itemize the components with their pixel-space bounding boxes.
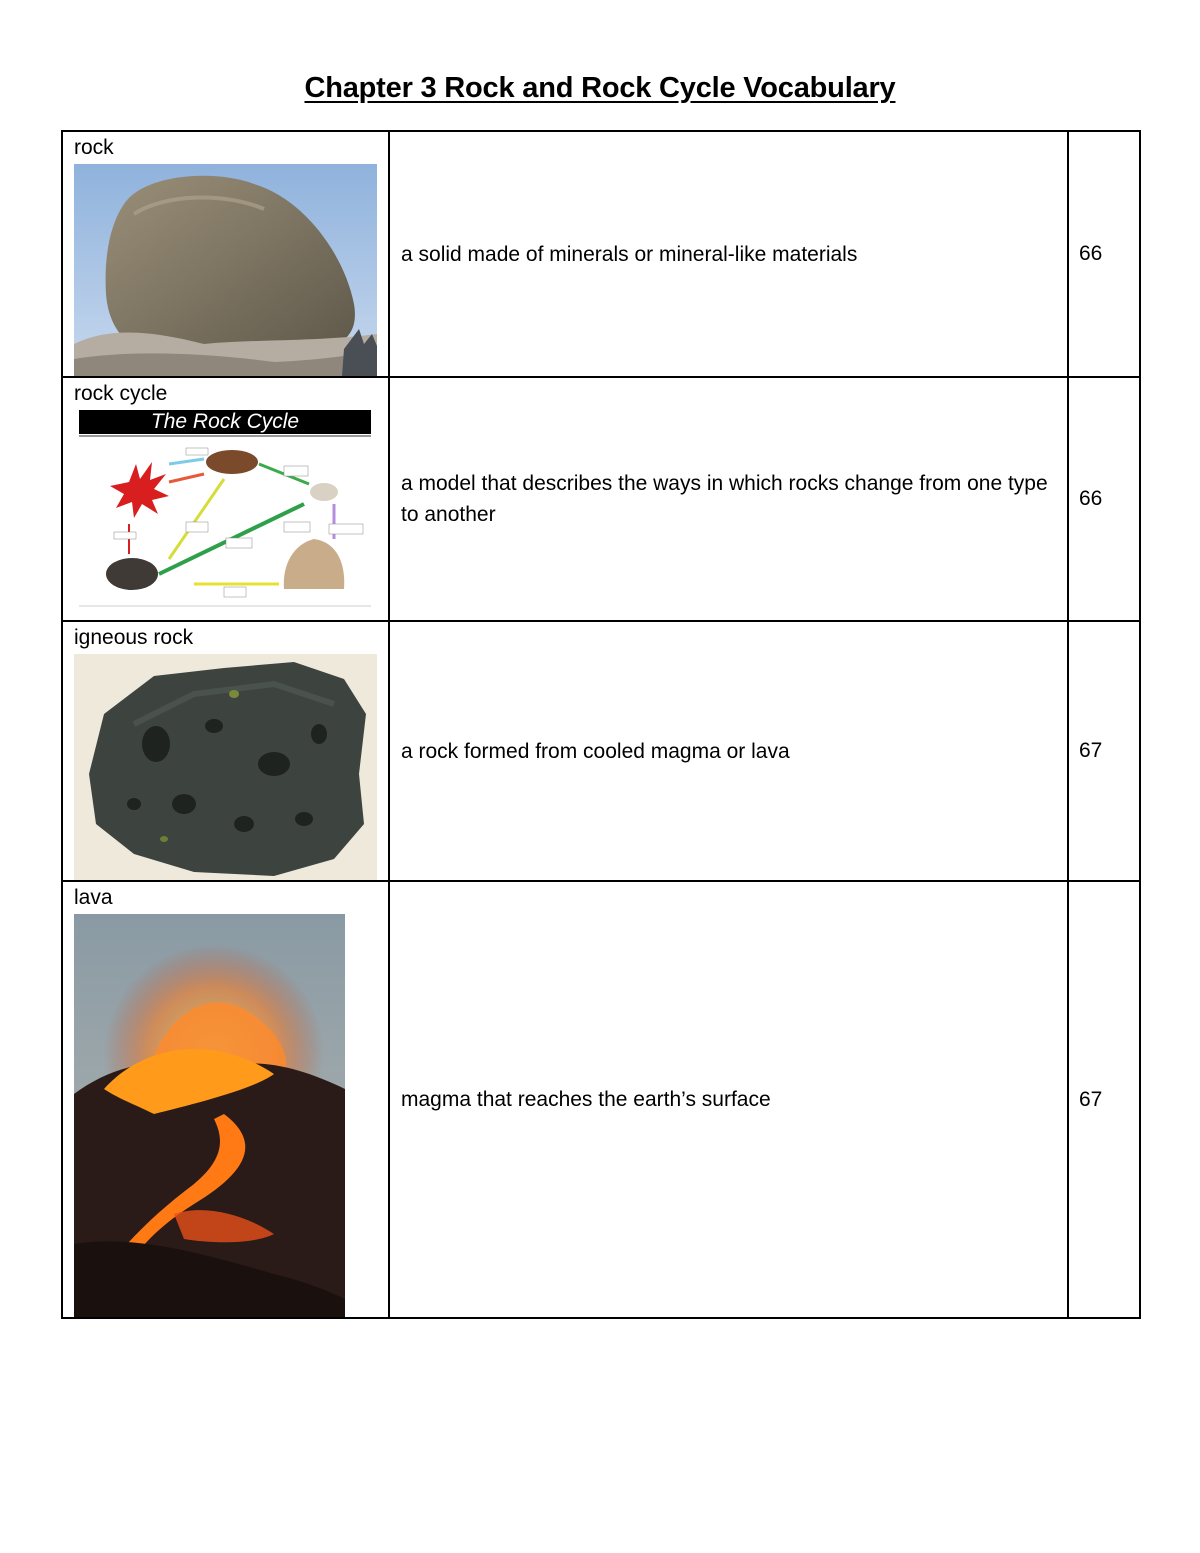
vocabulary-table	[61, 130, 1141, 1319]
diagram-title: The Rock Cycle	[79, 410, 371, 434]
term-label: rock cycle	[74, 382, 168, 405]
term-label: igneous rock	[74, 626, 194, 649]
term-cell	[62, 621, 389, 881]
term-label: rock	[74, 136, 114, 159]
definition-cell: a solid made of minerals or mineral-like materials	[389, 131, 1068, 377]
table-row	[62, 881, 1140, 1318]
page-title: Chapter 3 Rock and Rock Cycle Vocabulary	[304, 72, 896, 104]
rock-cycle-diagram	[74, 410, 377, 615]
table-row	[62, 131, 1140, 377]
term-cell	[62, 377, 389, 621]
page-number: 66	[1068, 377, 1140, 621]
igneous-rock-photo	[74, 654, 377, 880]
page-number: 67	[1068, 881, 1140, 1318]
page-number: 67	[1068, 621, 1140, 881]
term-cell	[62, 881, 389, 1318]
definition-cell: a rock formed from cooled magma or lava	[389, 621, 1068, 881]
table-row	[62, 621, 1140, 881]
definition-cell: a model that describes the ways in which rocks change from one type to another	[389, 377, 1068, 621]
term-cell	[62, 131, 389, 377]
lava-photo	[74, 914, 345, 1317]
table-row	[62, 377, 1140, 621]
term-label: lava	[74, 886, 113, 909]
page-number: 66	[1068, 131, 1140, 377]
definition-cell: magma that reaches the earth’s surface	[389, 881, 1068, 1318]
rock-photo	[74, 164, 377, 376]
